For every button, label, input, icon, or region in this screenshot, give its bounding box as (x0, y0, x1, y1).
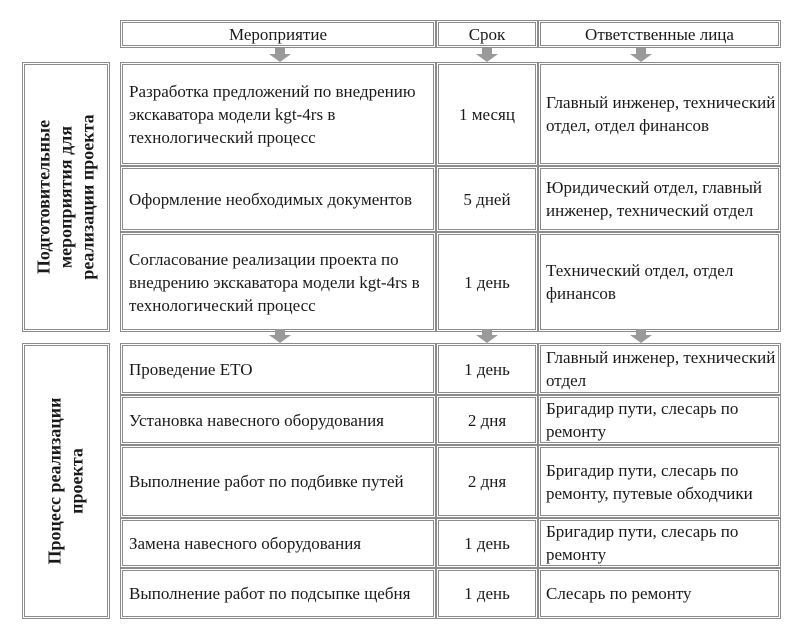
responsible-cell: Бригадир пути, слесарь по ремонту, путевые обходчики (546, 460, 753, 503)
term-cell: 2 дня (467, 472, 507, 491)
responsible-cell: Главный инженер, технический отдел (546, 348, 776, 390)
event-cell: Оформление необходимых документов (129, 189, 413, 209)
term-cell: 5 дней (463, 189, 511, 209)
responsible-cell: Бригадир пути, слесарь по ремонту (546, 522, 739, 564)
event-cell: Замена навесного оборудования (129, 533, 362, 553)
event-cell: Разработка предложений по внедрению экскаватора модели kgt-4rs в технологический процесс (129, 81, 416, 147)
down-arrow-icon (476, 329, 498, 343)
header-event: Мероприятие (228, 24, 328, 44)
responsible-cell: Главный инженер, технический отдел, отдел финансов (546, 93, 776, 135)
down-arrow-icon (476, 48, 498, 62)
responsible-cell: Слесарь по ремонту (546, 584, 692, 603)
section1-label (22, 62, 110, 332)
section2-label-line: Процесс реализации (45, 397, 66, 565)
header-term: Срок (468, 24, 506, 44)
term-cell: 2 дня (467, 410, 507, 430)
event-cell: Согласование реализации проекта по внедрению экскаватора модели kgt-4rs в технологический процесс (129, 249, 420, 315)
section2-label-line: проекта (67, 448, 88, 514)
section1-label-line: Подготовительные (34, 119, 54, 275)
event-cell: Выполнение работ по подсыпке щебня (129, 584, 411, 603)
responsible-cell: Бригадир пути, слесарь по ремонту (546, 399, 739, 441)
down-arrow-icon (630, 329, 652, 343)
term-cell: 1 день (464, 359, 510, 379)
section2-label (22, 343, 110, 619)
section1-label-line: мероприятия для (56, 125, 76, 269)
term-cell: 1 день (464, 584, 510, 603)
term-cell: 1 день (464, 272, 510, 292)
event-cell: Проведение ЕТО (129, 359, 253, 379)
header-responsible: Ответственные лица (585, 24, 734, 44)
term-cell: 1 день (464, 533, 510, 553)
down-arrow-icon (630, 48, 652, 62)
section1-label-line: реализации проекта (78, 114, 98, 280)
down-arrow-icon (269, 329, 291, 343)
responsible-cell: Юридический отдел, главный инженер, технический отдел (546, 178, 763, 220)
down-arrow-icon (269, 48, 291, 62)
term-cell: 1 месяц (459, 104, 515, 124)
event-cell: Выполнение работ по подбивке путей (129, 472, 404, 491)
event-cell: Установка навесного оборудования (129, 410, 384, 430)
responsible-cell: Технический отдел, отдел финансов (546, 261, 734, 303)
